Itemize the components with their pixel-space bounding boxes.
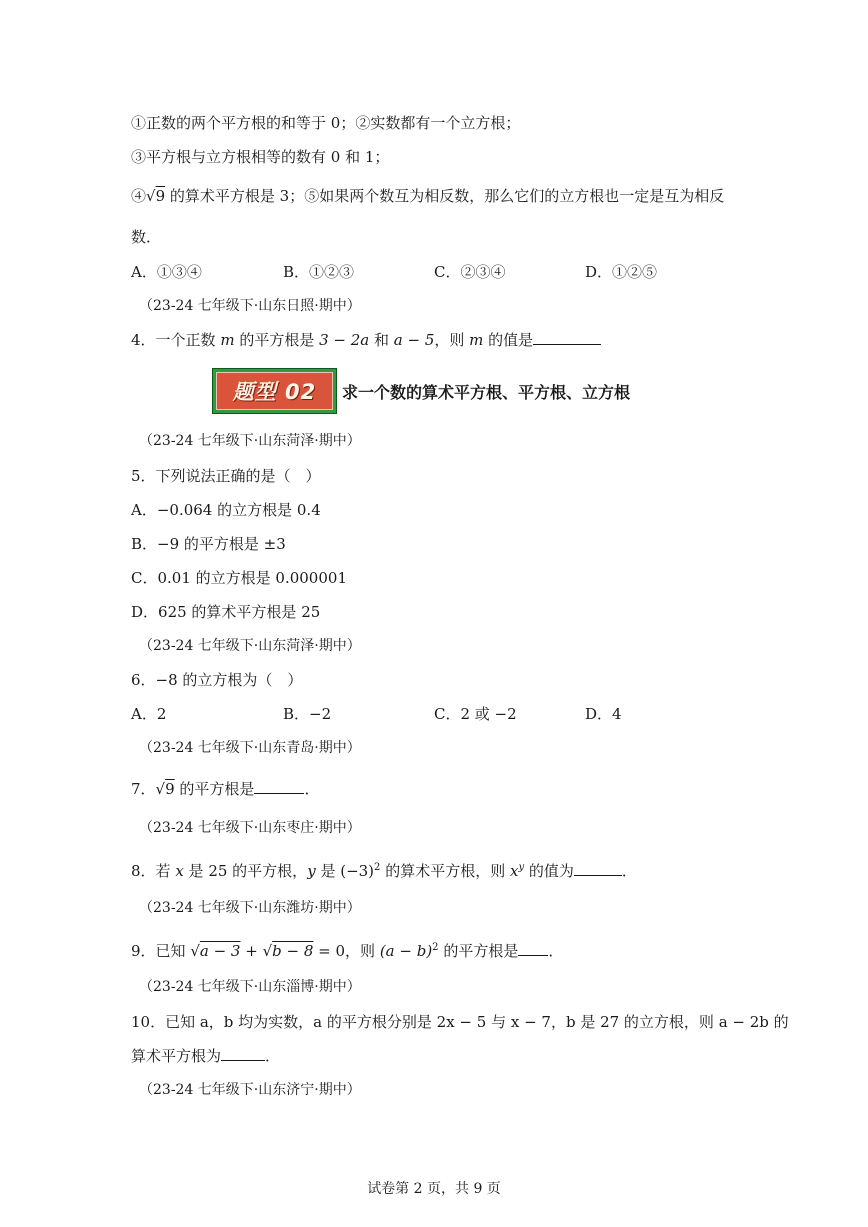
q5-option-d: D．625 的算术平方根是 25 — [131, 603, 321, 621]
q3-option-d: D．①②⑤ — [585, 263, 658, 281]
q5-stem: 5．下列说法正确的是（ ） — [131, 467, 321, 485]
q3-option-c: C．②③④ — [434, 263, 506, 281]
q3-option-a: A．①③④ — [131, 263, 202, 281]
q8-text: 8．若 x 是 25 的平方根，y 是 $(-3)^2$ 的算术平方根，则 $x^y$ 的值为 ． — [131, 862, 637, 880]
source-label: （23-24 七年级下·山东济宁·期中） — [139, 1082, 361, 1098]
q3-statement-1-2: ①正数的两个平方根的和等于 0；②实数都有一个立方根； — [131, 114, 521, 132]
source-label: （23-24 七年级下·山东青岛·期中） — [139, 740, 361, 756]
q10-text-line1: 10．已知 a，b 均为实数，a 的平方根分别是 2x − 5 与 x − 7，b 是 27 的立方根，则 a − 2b 的 — [131, 1013, 789, 1031]
source-label: （23-24 七年级下·山东菏泽·期中） — [139, 638, 361, 654]
q6-option-d: D．4 — [585, 705, 622, 723]
answer-blank — [518, 941, 548, 956]
q5-option-a: A．−0.064 的立方根是 0.4 — [131, 501, 321, 519]
answer-blank — [221, 1046, 265, 1061]
q6-stem: 6．−8 的立方根为（ ） — [131, 671, 303, 689]
q10-text-line2: 算术平方根为 ． — [131, 1047, 281, 1065]
q6-option-c: C．2 或 −2 — [434, 705, 517, 723]
source-label: （23-24 七年级下·山东日照·期中） — [139, 298, 361, 314]
source-label: （23-24 七年级下·山东潍坊·期中） — [139, 900, 361, 916]
section-badge: 题型 02 — [212, 368, 337, 414]
q3-option-b: B．①②③ — [283, 263, 355, 281]
answer-blank — [533, 330, 601, 345]
q6-option-b: B．−2 — [283, 705, 332, 723]
page-footer: 试卷第 2 页，共 9 页 — [367, 1181, 501, 1197]
q7-text: 7．√9 的平方根是 ． — [131, 780, 320, 798]
q5-option-c: C．0.01 的立方根是 0.000001 — [131, 569, 347, 587]
q6-option-a: A．2 — [131, 705, 167, 723]
q3-statement-5-end: 数． — [131, 228, 162, 246]
source-label: （23-24 七年级下·山东枣庄·期中） — [139, 820, 361, 836]
answer-blank — [254, 779, 304, 794]
q5-option-b: B．−9 的平方根是 ±3 — [131, 535, 286, 553]
q4-text: 4．一个正数 m 的平方根是 3 − 2a 和 a − 5，则 m 的值是 — [131, 330, 601, 350]
source-label: （23-24 七年级下·山东淄博·期中） — [139, 979, 361, 995]
source-label: （23-24 七年级下·山东菏泽·期中） — [139, 433, 361, 449]
q3-statement-3: ③平方根与立方根相等的数有 0 和 1； — [131, 148, 390, 166]
answer-blank — [574, 861, 622, 876]
q3-statement-4-5: ④√9 的算术平方根是 3；⑤如果两个数互为相反数，那么它们的立方根也一定是互为相反 — [131, 187, 725, 205]
section-title: 求一个数的算术平方根、平方根、立方根 — [342, 383, 631, 402]
q9-text: 9．已知 √a − 3 + √b − 8 = 0，则 $(a - b)^2$ 的平方根是 ． — [131, 942, 564, 960]
